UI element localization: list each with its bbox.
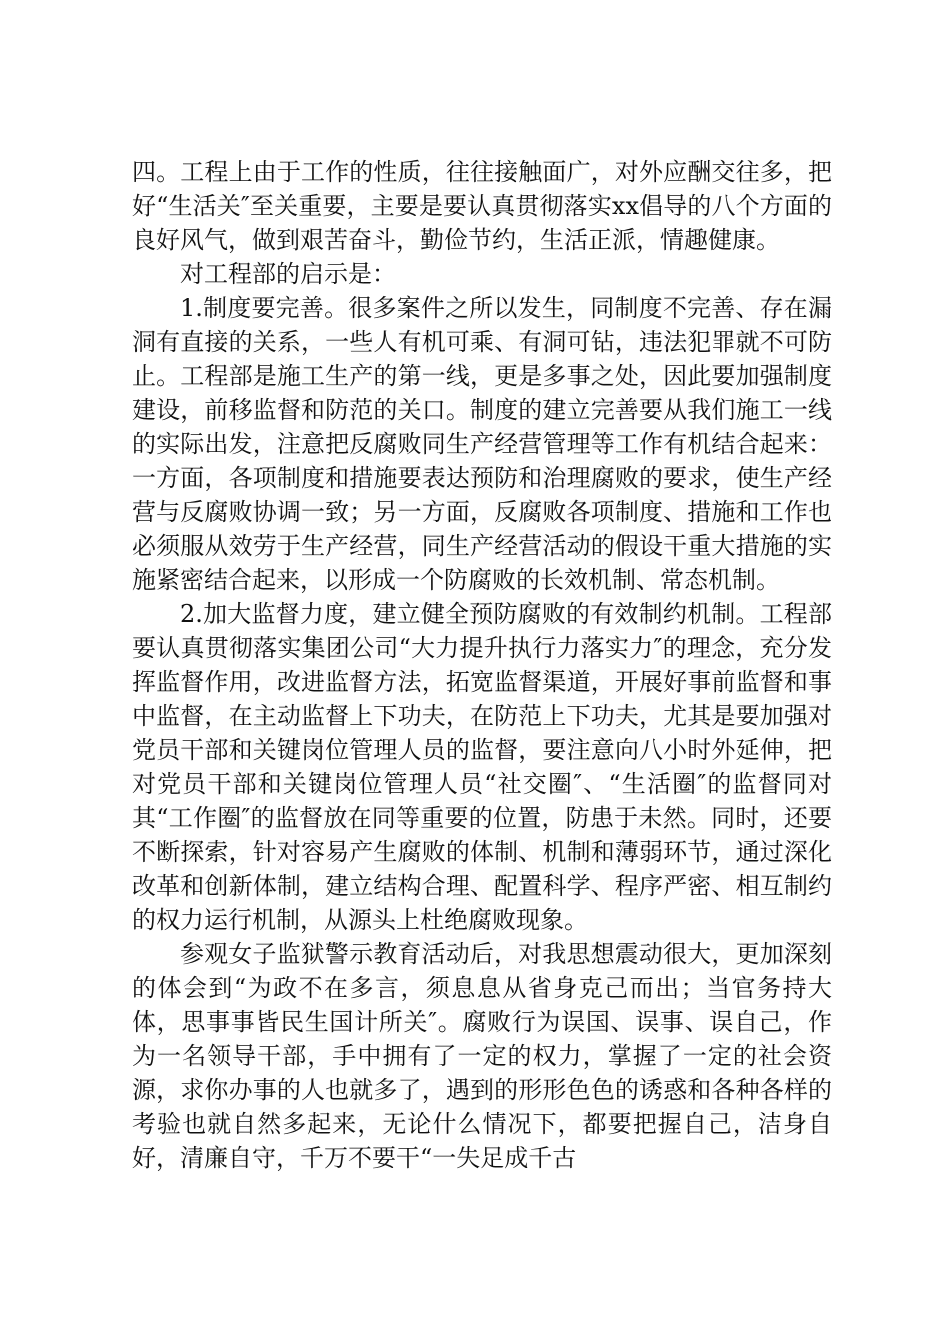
paragraph-point-1: 1.制度要完善。很多案件之所以发生，同制度不完善、存在漏洞有直接的关系，一些人有机可乘、有洞可钻，违法犯罪就不可防止。工程部是施工生产的第一线，更是多事之处，因此要加强制度建设，前移监督和防范的关口。制度的建立完善要从我们施工一线的实际出发，注意把反腐败同生产经营管理等工作有机结合起来：一方面，各项制度和措施要表达预防和治理腐败的要求，使生产经营与反腐败协调一致；另一方面，反腐败各项制度、措施和工作也必须服从效劳于生产经营，同生产经营活动的假设干重大措施的实施紧密结合起来，以形成一个防腐败的长效机制、常态机制。 bbox=[132, 294, 832, 594]
paragraph-continuation: 四。工程上由于工作的性质，往往接触面广，对外应酬交往多，把好“生活关″至关重要，主要是要认真贯彻落实xx倡导的八个方面的良好风气，做到艰苦奋斗，勤俭节约，生活正派，情趣健康。 bbox=[132, 158, 832, 254]
paragraph-reflection: 参观女子监狱警示教育活动后，对我思想震动很大，更加深刻的体会到“为政不在多言，须息息从省身克己而出；当官务持大体，思事事皆民生国计所关″。腐败行为误国、误事、误自己，作为一名领导干部，手中拥有了一定的权力，掌握了一定的社会资源，求你办事的人也就多了，遇到的形形色色的诱惑和各种各样的考验也就自然多起来，无论什么情况下，都要把握自己，洁身自好，清廉自守，千万不要干“一失足成千古 bbox=[132, 940, 832, 1172]
paragraph-point-2: 2.加大监督力度，建立健全预防腐败的有效制约机制。工程部要认真贯彻落实集团公司“大力提升执行力落实力″的理念，充分发挥监督作用，改进监督方法，拓宽监督渠道，开展好事前监督和事中监督，在主动监督上下功夫，在防范上下功夫，尤其是要加强对党员干部和关键岗位管理人员的监督，要注意向八小时外延伸，把对党员干部和关键岗位管理人员“社交圈″、“生活圈″的监督同对其“工作圈″的监督放在同等重要的位置，防患于未然。同时，还要不断探索，针对容易产生腐败的体制、机制和薄弱环节，通过深化改革和创新体制，建立结构合理、配置科学、程序严密、相互制约的权力运行机制，从源头上杜绝腐败现象。 bbox=[132, 600, 832, 934]
paragraph-lessons-heading: 对工程部的启示是： bbox=[180, 260, 396, 288]
document-body bbox=[132, 155, 832, 1175]
